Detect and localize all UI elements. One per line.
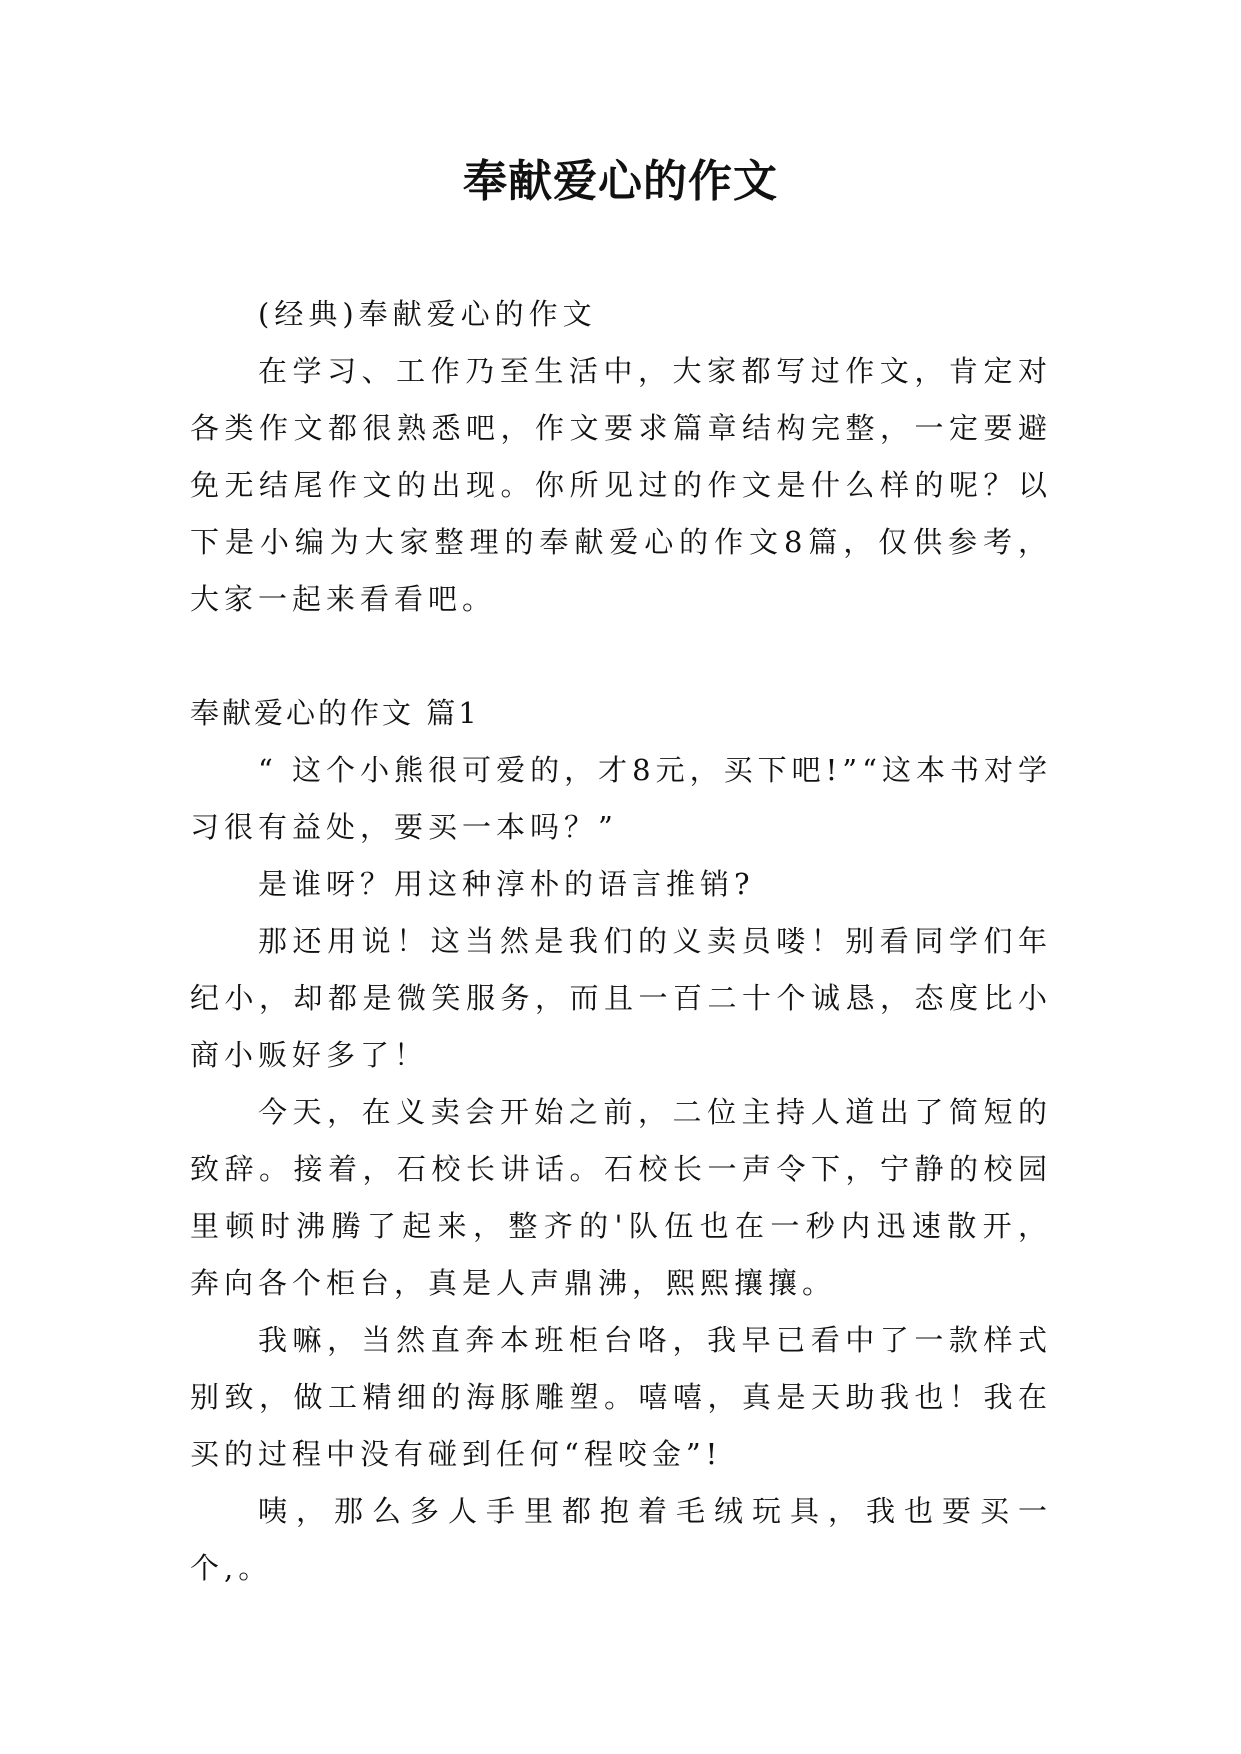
paragraph-6: 咦，那么多人手里都抱着毛绒玩具，我也要买一个,。	[190, 1494, 1052, 1585]
intro-paragraph: 在学习、工作乃至生活中，大家都写过作文，肯定对各类作文都很熟悉吧，作文要求篇章结构完整，一定要避免无结尾作文的出现。你所见过的作文是什么样的呢？以下是小编为大家整理的奉献爱心的作文8篇，仅供参考，大家一起来看看吧。	[190, 354, 1052, 616]
intro-subtitle: (经典)奉献爱心的作文	[258, 297, 597, 331]
paragraph-2: 是谁呀？用这种淳朴的语言推销?	[258, 867, 755, 901]
paragraph-3: 那还用说！这当然是我们的义卖员喽！别看同学们年纪小，却都是微笑服务，而且一百二十个诚恳，态度比小商小贩好多了！	[190, 924, 1052, 1072]
section-heading: 奉献爱心的作文 篇1	[190, 696, 480, 730]
document-body	[190, 286, 1052, 1597]
paragraph-1: “ 这个小熊很可爱的，才8元，买下吧!”“这本书对学习很有益处，要买一本吗？”	[190, 753, 1052, 844]
paragraph-4: 今天，在义卖会开始之前，二位主持人道出了简短的致辞。接着，石校长讲话。石校长一声令下，宁静的校园里顿时沸腾了起来，整齐的'队伍也在一秒内迅速散开，奔向各个柜台，真是人声鼎沸，熙熙攘攘。	[190, 1095, 1052, 1300]
document-title: 奉献爱心的作文	[463, 156, 778, 207]
paragraph-5: 我嘛，当然直奔本班柜台咯，我早已看中了一款样式别致，做工精细的海豚雕塑。嘻嘻，真是天助我也！我在买的过程中没有碰到任何“程咬金”!	[190, 1323, 1052, 1471]
